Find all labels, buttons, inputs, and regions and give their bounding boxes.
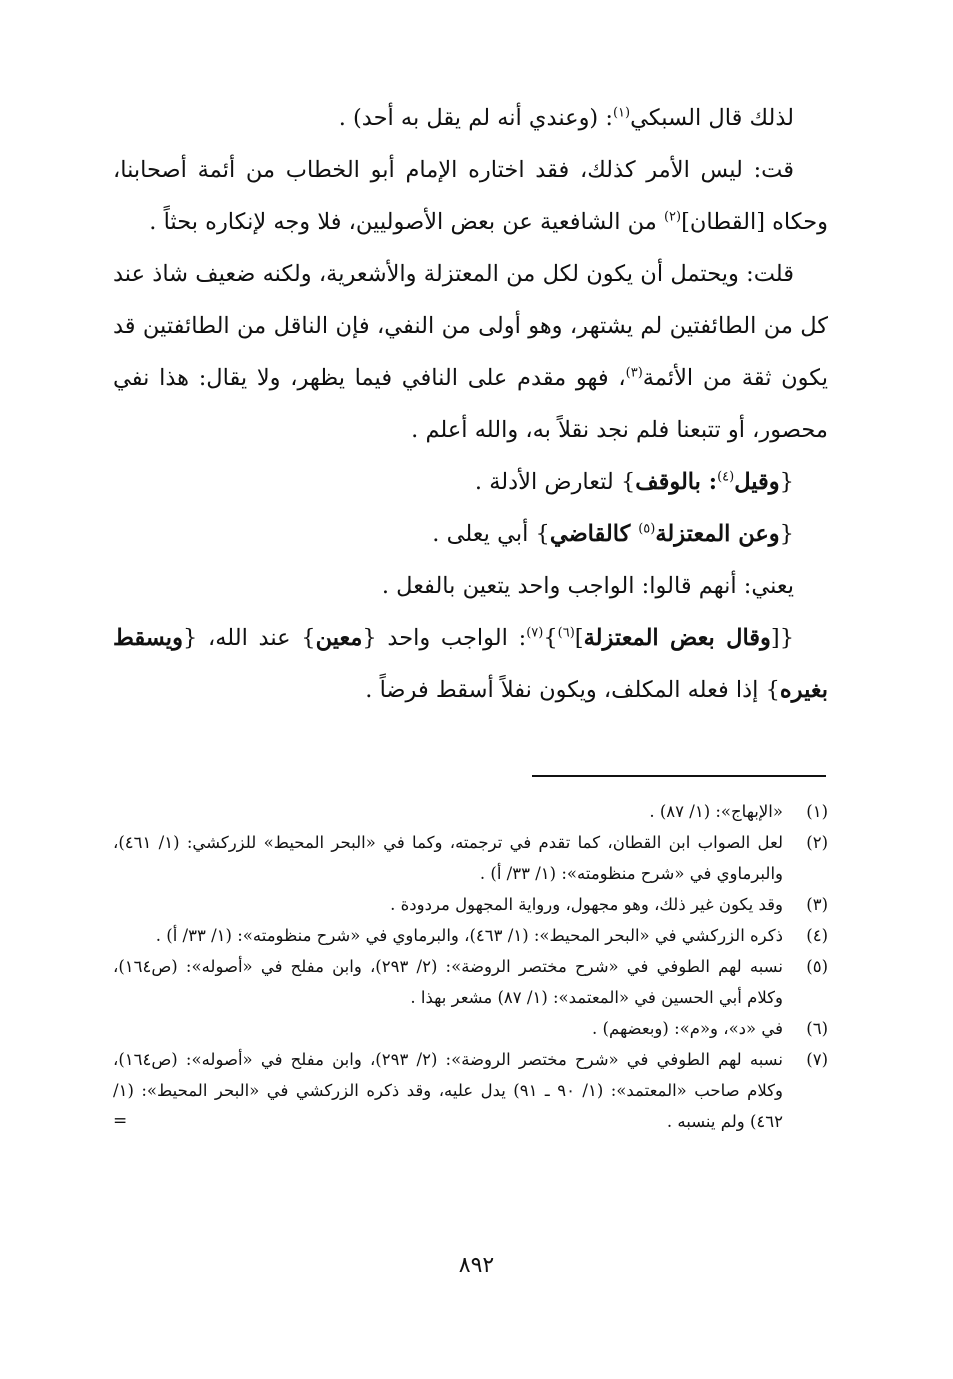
paragraph-5 [113,508,828,560]
footnote-text: وقد يكون غير ذلك، وهو مجهول، ورواية المجهول مردودة . [390,895,783,914]
paragraph-6: يعني: أنهم قالوا: الواجب واحد يتعين بالفعل . [381,573,794,599]
text-run: } عند الله، { [182,625,316,651]
footnote-divider [532,775,826,777]
paragraph-1 [113,92,828,144]
footnote-number: (٥) [806,957,828,976]
matn-text: وقيل [734,469,780,495]
footnote [113,1044,828,1137]
matn-text: وعن المعتزلة [655,521,780,547]
footnote [113,827,828,889]
footnote-number: (١) [806,802,828,821]
text-run: } إذا فعله المكلف، ويكون نفلاً أسقط فرضاً . [365,677,780,703]
brace: } [535,521,550,547]
footnote-text: ذكره الزركشي في «البحر المحيط»: (١/ ٤٦٣)، والبرماوي في «شرح منظومته»: (١/ ٣٣/ أ) . [155,926,783,945]
footnote-text: لعل الصواب ابن القطان، كما تقدم في ترجمته، وكما في «البحر المحيط» للزركشي: (١/ ٤٦١)، والبرماوي في «شرح منظومته»: (١/ ٣٣/ أ) . [113,833,783,883]
footnote-ref[interactable]: (٦) [557,625,575,641]
paragraph-7 [113,612,828,716]
footnote-ref[interactable]: (٢) [663,209,682,225]
footnote [113,1013,828,1044]
brace: } [620,469,636,495]
footnote-ref[interactable]: (٥) [638,521,656,537]
footnote-number: (٢) [806,833,828,852]
text-run: ، فهو مقدم على النافي فيما يظهر، ولا يقال: هذا نفي محصور، أو تتبعنا فلم نجد نقلاً به، والله أعلم . [113,365,828,443]
bracket: ] [574,625,584,651]
text-run: قت: ليس الأمر كذلك، فقد اختاره الإمام أبو الخطاب من أئمة أصحابنا، وحكاه [القطان] [113,157,828,235]
brace: } [543,625,558,651]
footnote-number: (٣) [806,895,828,914]
footnote-number: (٦) [806,1019,828,1038]
footnote-number: (٤) [806,926,828,945]
footnote-text: في «د»، و«م»: (وبعضهم) . [592,1019,783,1038]
footnote-number: (٧) [806,1050,828,1069]
matn-text: ويسقط بغيره [113,625,828,703]
footnote-ref[interactable]: (٣) [625,365,643,381]
matn-text: : بالوقف [635,469,718,495]
text-run: قلت: ويحتمل أن يكون لكل من المعتزلة والأشعرية، ولكنه ضعيف شاذ عند كل من الطائفتين لم يشتهر، وهو أولى من النفي، فإن الناقل من الطائفتين قد يكون ثقة من الأئمة [113,261,828,391]
continuation-mark: = [113,1111,128,1131]
text-run: أبي يعلى . [432,521,536,547]
text-run: : الواجب واحد { [362,625,527,651]
footnote-ref[interactable]: (٤) [717,469,735,485]
matn-text: كالقاضي [549,521,639,547]
brace: { [779,521,794,547]
footnote [113,889,828,920]
brace: {[ [770,625,795,651]
footnote [113,951,828,1013]
footnote [113,920,828,951]
footnote-ref[interactable]: (٧) [526,625,544,641]
footnotes [113,796,828,1137]
footnote-text: نسبه لهم الطوفي في «شرح مختصر الروضة»: (٢/ ٢٩٣)، وابن مفلح في «أصوله»: (ص١٦٤)، وكلام صاحب «المعتمد»: (١/ ٩٠ ـ ٩١) يدل عليه، وقد ذكره الزركشي في «البحر المحيط»: (١/ ٤٦٢) ولم ينسبه . [113,1050,783,1131]
matn-text: وقال بعض المعتزلة [583,625,771,651]
paragraph-3 [113,248,828,456]
text-run: لتعارض الأدلة . [474,469,621,495]
brace: { [779,469,794,495]
footnote-text: نسبه لهم الطوفي في «شرح مختصر الروضة»: (٢/ ٢٩٣)، وابن مفلح في «أصوله»: (ص١٦٤)، وكلام أبي الحسين في «المعتمد»: (١/ ٨٧) مشعر بهذا . [113,957,783,1007]
paragraph-4 [113,456,828,508]
footnote-text: «الإبهاج»: (١/ ٨٧) . [649,802,783,821]
footnote [113,796,828,827]
matn-text: معين [315,625,363,651]
text-run: لذلك قال السبكي [630,105,794,131]
paragraph-2 [113,144,828,248]
text-run: : (وعندي أنه لم يقل به أحد) . [338,105,613,131]
footnote-ref[interactable]: (١) [612,105,631,121]
page-number: ٨٩٢ [458,1253,495,1278]
main-text [113,92,828,716]
text-run: من الشافعية عن بعض الأصوليين، فلا وجه لإنكاره بحثاً . [149,209,664,235]
